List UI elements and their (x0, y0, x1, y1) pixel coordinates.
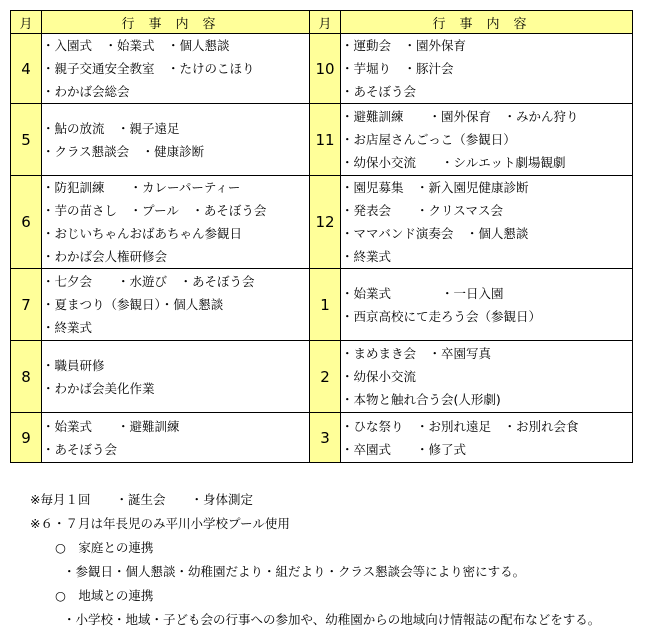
event-line: ・防犯訓練 ・カレーパーティー (42, 180, 241, 195)
events-cell (42, 34, 310, 104)
event-line: ・職員研修 (42, 357, 105, 373)
month-cell: 4 (11, 34, 42, 104)
event-line: ・西京高校にて走ろう会（参観日） (341, 308, 542, 324)
event-line: ・鮎の放流 ・親子遠足 (42, 120, 180, 136)
month-cell: 8 (11, 341, 42, 413)
events-cell (42, 413, 310, 463)
event-line: ・芋の苗さし ・プール ・あそぼう会 (42, 203, 267, 218)
events-cell (42, 104, 310, 176)
events-cell (42, 341, 310, 413)
event-line: ・避難訓練 ・園外保育 ・みかん狩り (341, 109, 579, 124)
note-monthly: ※毎月１回 ・誕生会 ・身体測定 (30, 492, 253, 507)
event-line: ・クラス懇談会 ・健康診断 (42, 143, 205, 159)
event-line: ・ひな祭り ・お別れ遠足 ・お別れ会食 (341, 418, 579, 434)
month-header-left: 月 (11, 11, 42, 34)
table-header-row (11, 11, 633, 34)
event-line: ・わかば会人権研修会 (42, 249, 168, 264)
event-line: ・始業式 ・一日入園 (341, 285, 504, 301)
events-cell (341, 413, 633, 463)
family-heading: ○ 家庭との連携 (55, 540, 154, 555)
community-text: ・小学校・地域・子ども会の行事への参加や、幼稚園からの地域向け情報誌の配布などをする。 (63, 612, 601, 627)
event-line: ・終業式 (341, 249, 392, 264)
month-cell: 7 (11, 269, 42, 341)
event-line: ・幼保小交流 ・シルエット劇場観劇 (341, 155, 566, 170)
table-row (11, 269, 633, 341)
event-line: ・入園式 ・始業式 ・個人懇談 (42, 38, 230, 53)
annual-event-table (10, 10, 633, 463)
event-line: ・運動会 ・園外保育 (341, 38, 467, 53)
month-cell: 5 (11, 104, 42, 176)
event-line: ・芋堀り ・豚汁会 (341, 61, 454, 76)
events-cell (42, 176, 310, 269)
month-cell: 3 (310, 413, 341, 463)
table-row (11, 34, 633, 104)
event-line: ・幼保小交流 (341, 369, 417, 384)
event-line: ・お店屋さんごっこ（参観日） (341, 132, 516, 147)
event-line: ・ママバンド演奏会 ・個人懇談 (341, 226, 529, 241)
event-line: ・七夕会 ・水遊び ・あそぼう会 (42, 274, 255, 289)
event-line: ・まめまき会 ・卒園写真 (341, 346, 492, 361)
table-row (11, 104, 633, 176)
event-line: ・本物と触れ合う会(人形劇) (341, 392, 501, 407)
event-header-right: 行事内容 (341, 11, 633, 34)
event-line: ・わかば会総会 (42, 84, 130, 99)
events-cell (341, 341, 633, 413)
event-header-left: 行事内容 (42, 11, 310, 34)
event-line: ・発表会 ・クリスマス会 (341, 203, 504, 218)
month-cell: 9 (11, 413, 42, 463)
events-cell (341, 176, 633, 269)
events-cell (341, 104, 633, 176)
month-cell: 12 (310, 176, 341, 269)
month-cell: 1 (310, 269, 341, 341)
event-line: ・始業式 ・避難訓練 (42, 418, 180, 434)
month-cell: 2 (310, 341, 341, 413)
event-line: ・わかば会美化作業 (42, 380, 155, 396)
event-line: ・あそぼう会 (42, 441, 118, 457)
events-cell (42, 269, 310, 341)
month-cell: 6 (11, 176, 42, 269)
table-row (11, 413, 633, 463)
event-line: ・親子交通安全教室 ・たけのこほり (42, 61, 255, 76)
note-pool: ※６・７月は年長児のみ平川小学校プール使用 (30, 516, 290, 531)
event-line: ・あそぼう会 (341, 84, 417, 99)
event-line: ・夏まつり（参観日）・個人懇談 (42, 297, 224, 312)
month-header-right: 月 (310, 11, 341, 34)
event-line: ・卒園式 ・修了式 (341, 441, 467, 457)
month-cell: 10 (310, 34, 341, 104)
community-heading: ○ 地域との連携 (55, 588, 154, 603)
notes-section (30, 488, 600, 632)
table-row (11, 176, 633, 269)
month-cell: 11 (310, 104, 341, 176)
event-line: ・おじいちゃんおばあちゃん参観日 (42, 226, 243, 241)
events-cell (341, 34, 633, 104)
events-cell (341, 269, 633, 341)
family-text: ・参観日・個人懇談・幼稚園だより・組だより・クラス懇談会等により密にする。 (63, 564, 526, 579)
event-line: ・終業式 (42, 320, 93, 335)
event-line: ・園児募集 ・新入園児健康診断 (341, 180, 529, 195)
table-row (11, 341, 633, 413)
